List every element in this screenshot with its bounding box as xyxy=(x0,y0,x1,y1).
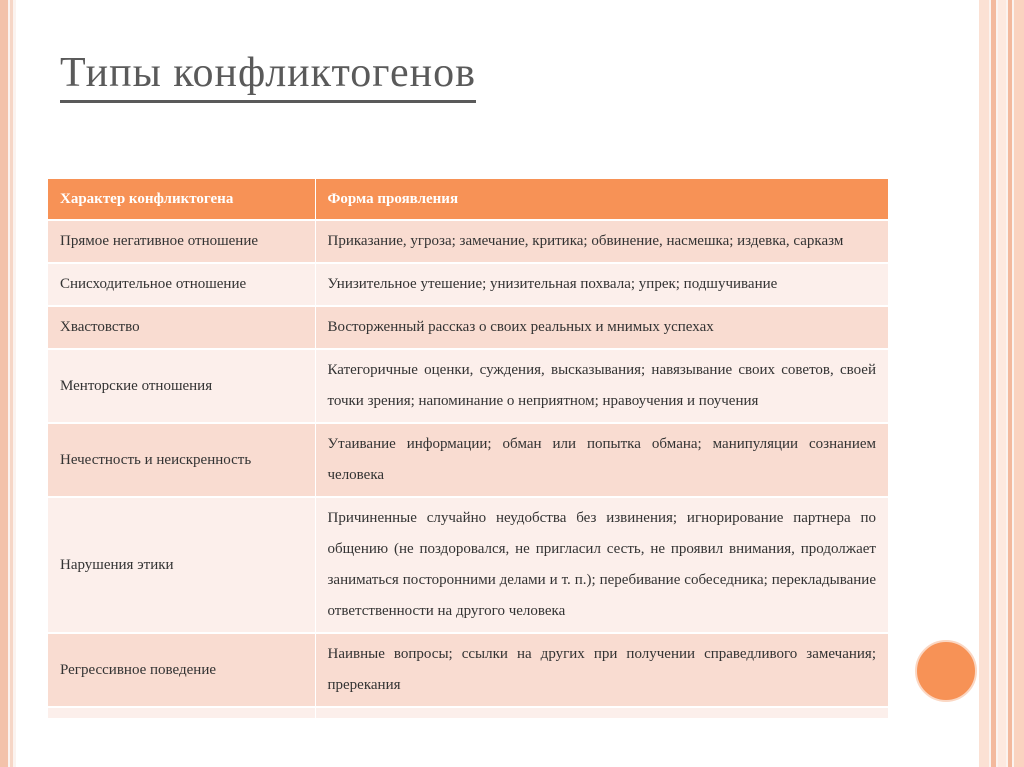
table-row xyxy=(48,306,888,349)
character-cell: Прямое негативное отношение xyxy=(48,220,315,263)
right-stripe-1 xyxy=(979,0,989,767)
table-row xyxy=(48,263,888,306)
right-stripe-4 xyxy=(1008,0,1012,767)
table-row xyxy=(48,349,888,423)
form-cell: Восторженный рассказ о своих реальных и мнимых успехах xyxy=(315,306,888,349)
character-cell: Снисходительное отношение xyxy=(48,263,315,306)
conflictogen-table xyxy=(48,179,888,718)
character-cell: Менторские отношения xyxy=(48,349,315,423)
right-stripe-5 xyxy=(1014,0,1024,767)
form-cell: Причиненные случайно неудобства без извинения; игнорирование партнера по общению (не поздоровался, не пригласил сесть, не проявил внимания, продолжает заниматься посторонними делами и т. п.); перебивание собеседника; перекладывание ответственности на другого человека xyxy=(315,497,888,633)
left-border-stripe-thin xyxy=(10,0,13,767)
right-stripe-3 xyxy=(998,0,1006,767)
table-row xyxy=(48,633,888,707)
header-character: Характер конфликтогена xyxy=(48,179,315,220)
character-cell: Нарушения этики xyxy=(48,497,315,633)
character-cell: Хвастовство xyxy=(48,306,315,349)
form-cell xyxy=(315,707,888,718)
character-cell: Регрессивное поведение xyxy=(48,633,315,707)
table-row xyxy=(48,220,888,263)
form-cell: Наивные вопросы; ссылки на других при получении справедливого замечания; пререкания xyxy=(315,633,888,707)
table-row xyxy=(48,423,888,497)
table-row xyxy=(48,497,888,633)
form-cell: Категоричные оценки, суждения, высказывания; навязывание своих советов, своей точки зрения; напоминание о неприятном; нравоучения и поучения xyxy=(315,349,888,423)
table-header-row xyxy=(48,179,888,220)
header-form: Форма проявления xyxy=(315,179,888,220)
right-stripe-2 xyxy=(991,0,996,767)
character-cell: Нечестность и неискренность xyxy=(48,423,315,497)
slide-title: Типы конфликтогенов xyxy=(60,46,476,103)
decorative-orange-circle xyxy=(915,640,977,702)
form-cell: Утаивание информации; обман или попытка обмана; манипуляции сознанием человека xyxy=(315,423,888,497)
character-cell xyxy=(48,707,315,718)
left-border-stripe xyxy=(0,0,8,767)
table-row xyxy=(48,707,888,718)
form-cell: Унизительное утешение; унизительная похвала; упрек; подшучивание xyxy=(315,263,888,306)
form-cell: Приказание, угроза; замечание, критика; обвинение, насмешка; издевка, сарказм xyxy=(315,220,888,263)
